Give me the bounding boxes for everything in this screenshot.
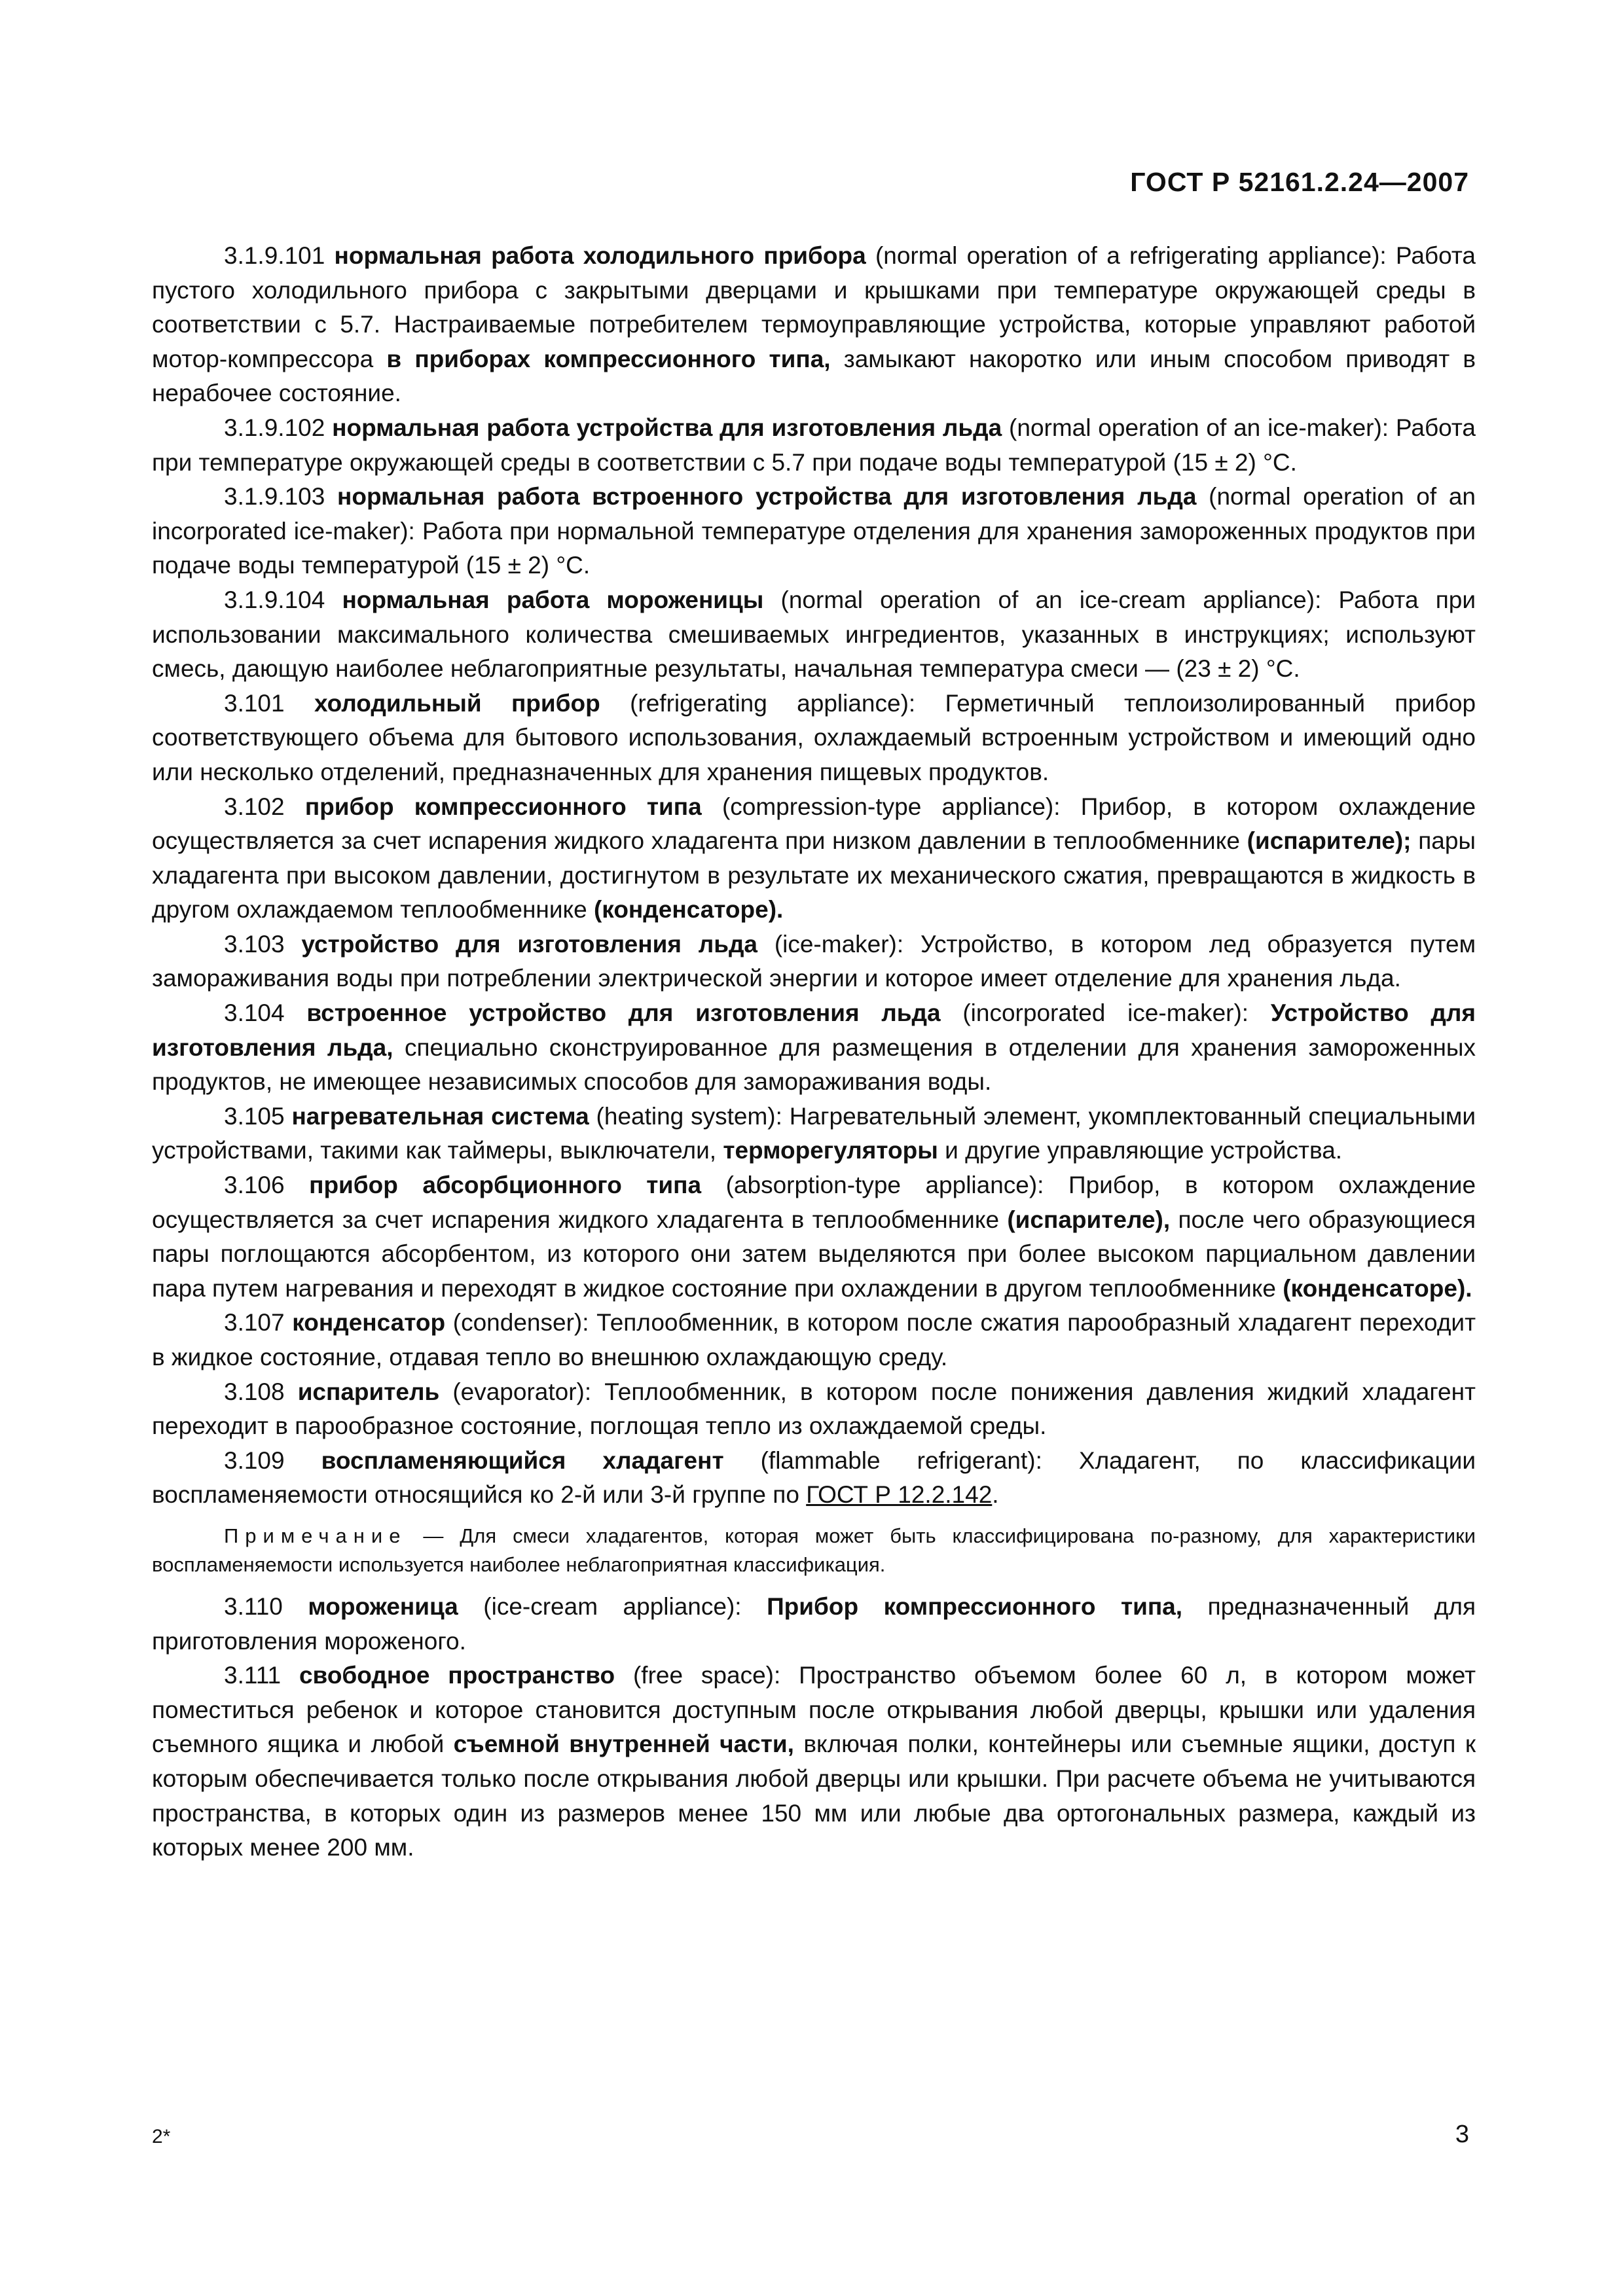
definition-3-106 — [152, 1168, 1476, 1306]
term: прибор абсорбционного типа — [309, 1172, 702, 1199]
clause-number: 3.108 — [224, 1378, 285, 1405]
clause-number: 3.107 — [224, 1309, 285, 1336]
sheet-mark: 2* — [152, 2126, 171, 2147]
term-english: (evaporator): — [452, 1378, 592, 1405]
definition-3-1-9-104 — [152, 583, 1476, 687]
clause-number: 3.101 — [224, 689, 285, 717]
term-english: (condenser): — [452, 1309, 589, 1336]
emphasis-text: Устройство для изготовления льда, — [152, 999, 1476, 1061]
definition-3-107 — [152, 1306, 1476, 1374]
term: нормальная работа мороженицы — [342, 586, 764, 613]
clause-number: 3.103 — [224, 930, 285, 958]
definition-text: замыкают накоротко или иным способом приводят в нерабочее состояние. — [152, 345, 1476, 407]
term: испаритель — [297, 1378, 440, 1405]
emphasis-text: Прибор компрессионного типа, — [767, 1592, 1183, 1620]
definition-text: Нагревательный элемент, укомплектованный специальными устройствами, такими как таймеры, выключатели, — [152, 1102, 1476, 1164]
clause-number: 3.1.9.101 — [224, 242, 325, 269]
definition-text: Пространство объемом более 60 л, в котором может поместиться ребенок и которое становится доступным после открывания любой дверцы, крышки или удаления съемного ящика и любой — [152, 1662, 1476, 1758]
term: конденсатор — [292, 1309, 446, 1336]
term-english: (ice-cream appliance): — [483, 1592, 742, 1620]
term-english: (flammable refrigerant): — [760, 1446, 1042, 1474]
definition-text: Прибор, в котором охлаждение осуществляется за счет испарения жидкого хладагента в теплообменнике — [152, 1172, 1476, 1233]
definition-text: Работа при использовании максимального количества смешиваемых ингредиентов, указанных в инструкциях; используют смесь, дающую наиболее неблагоприятные результаты, начальная температура смеси — (23 ± 2) °С. — [152, 586, 1476, 683]
term-english: (refrigerating appliance): — [630, 689, 916, 717]
term: встроенное устройство для изготовления льда — [306, 999, 941, 1027]
emphasis-text: в приборах компрессионного типа, — [386, 345, 831, 372]
term: нормальная работа устройства для изготовления льда — [332, 414, 1002, 441]
clause-number: 3.1.9.103 — [224, 483, 325, 511]
clause-number: 3.105 — [224, 1102, 285, 1130]
emphasis-text: (конденсаторе). — [1283, 1274, 1472, 1302]
definition-3-102 — [152, 790, 1476, 927]
definition-text: Работа пустого холодильного прибора с закрытыми дверцами и крышками при температуре окружающей среды в соответствии с 5.7. Настраиваемые потребителем термоуправляющие устройства, которые управляют работой мотор-компрессора — [152, 242, 1476, 372]
clause-number: 3.110 — [224, 1592, 283, 1620]
term-english: (normal operation of an incorporated ice-maker): — [152, 483, 1476, 545]
clause-number: 3.1.9.102 — [224, 414, 325, 441]
emphasis-text: (испарителе); — [1247, 827, 1412, 855]
term: нормальная работа холодильного прибора — [334, 242, 866, 269]
definition-text: Хладагент, по классификации воспламеняемости относящийся ко 2-й или 3-й группе по — [152, 1446, 1476, 1509]
emphasis-text: съемной внутренней части, — [453, 1731, 794, 1758]
term: нормальная работа встроенного устройства для изготовления льда — [337, 483, 1197, 511]
term-english: (absorption-type appliance): — [725, 1172, 1044, 1199]
page-number: 3 — [1455, 2121, 1469, 2148]
definition-3-111 — [152, 1659, 1476, 1865]
clause-number: 3.104 — [224, 999, 285, 1027]
note — [152, 1522, 1476, 1579]
term: нагревательная система — [291, 1102, 589, 1130]
clause-number: 3.102 — [224, 793, 285, 820]
clause-number: 3.106 — [224, 1172, 285, 1199]
note-label: Примечание — [224, 1524, 407, 1547]
definition-text: Герметичный теплоизолированный прибор соответствующего объема для бытового использования, охлаждаемый встроенным устройством и имеющий одно или несколько отделений, предназначенных для хранения пищевых продуктов. — [152, 689, 1476, 785]
definition-text: предназначенный для приготовления мороженого. — [152, 1592, 1476, 1655]
standard-reference-link[interactable]: ГОСТ Р 12.2.142 — [806, 1481, 993, 1509]
term: холодильный прибор — [314, 689, 600, 717]
definition-text: после чего образующиеся пары поглощаются абсорбентом, из которого они затем выделяются при более высоком парциальном давлении пара путем нагревания и переходят в жидкое состояние при охлаждении в другом теплообменнике — [152, 1206, 1476, 1302]
definition-text: включая полки, контейнеры или съемные ящики, доступ к которым обеспечивается только после открывания любой дверцы или крышки. При расчете объема не учитываются пространства, в которых один из размеров менее 150 мм или любые два ортогональных размера, каждый из которых менее 200 мм. — [152, 1731, 1476, 1861]
emphasis-text: терморегуляторы — [723, 1137, 938, 1164]
definition-3-109 — [152, 1444, 1476, 1513]
term: свободное пространство — [299, 1662, 615, 1689]
term: воспламеняющийся хладагент — [321, 1446, 724, 1474]
definition-3-101 — [152, 687, 1476, 790]
clause-number: 3.111 — [224, 1662, 282, 1689]
definition-3-110 — [152, 1590, 1476, 1659]
term-english: (incorporated ice-maker): — [962, 999, 1249, 1027]
definition-3-1-9-102 — [152, 411, 1476, 480]
term: прибор компрессионного типа — [304, 793, 702, 820]
definition-3-103 — [152, 927, 1476, 996]
emphasis-text: (конденсаторе). — [593, 896, 784, 924]
definition-3-104 — [152, 996, 1476, 1100]
term-english: (compression-type appliance): — [721, 793, 1061, 820]
term-english: (free space): — [632, 1662, 781, 1689]
term-english: (heating system): — [596, 1102, 782, 1130]
definition-text: Работа при температуре окружающей среды в соответствии с 5.7 при подаче воды температурой (15 ± 2) °С. — [152, 414, 1476, 476]
definition-text: Теплообменник, в котором после понижения давления жидкий хладагент переходит в парообразное состояние, поглощая тепло из охлаждаемой среды. — [152, 1378, 1476, 1440]
definition-text: Теплообменник, в котором после сжатия парообразный хладагент переходит в жидкое состояние, отдавая тепло во внешнюю охлаждающую среду. — [152, 1309, 1476, 1371]
term: мороженица — [308, 1592, 458, 1620]
note-text: — Для смеси хладагентов, которая может быть классифицирована по-разному, для характеристики воспламеняемости используется наиболее неблагоприятная классификация. — [152, 1524, 1476, 1576]
definition-3-1-9-103 — [152, 480, 1476, 583]
document-standard-number: ГОСТ Р 52161.2.24—2007 — [1130, 167, 1469, 197]
term-english: (ice-maker): — [774, 930, 904, 958]
clause-number: 3.1.9.104 — [224, 586, 325, 613]
definition-3-1-9-101 — [152, 239, 1476, 411]
emphasis-text: (испарителе), — [1007, 1206, 1171, 1233]
definition-text: . — [992, 1481, 999, 1509]
definition-text: и другие управляющие устройства. — [945, 1137, 1343, 1164]
term: устройство для изготовления льда — [301, 930, 758, 958]
definition-text: Работа при нормальной температуре отделения для хранения замороженных продуктов при подаче воды температурой (15 ± 2) °С. — [152, 517, 1476, 579]
document-body — [152, 239, 1476, 1865]
definition-text: Устройство, в котором лед образуется путем замораживания воды при потреблении электрической энергии и которое имеет отделение для хранения льда. — [152, 930, 1476, 992]
term-english: (normal operation of a refrigerating appliance): — [875, 242, 1387, 269]
definition-3-105 — [152, 1100, 1476, 1168]
definition-text: Прибор, в котором охлаждение осуществляется за счет испарения жидкого хладагента при низком давлении в теплообменнике — [152, 793, 1476, 855]
term-english: (normal operation of an ice-maker): — [1009, 414, 1389, 441]
definition-text: специально сконструированное для размещения в отделении для хранения замороженных продуктов, не имеющее независимых способов для замораживания воды. — [152, 1033, 1476, 1096]
term-english: (normal operation of an ice-cream appliance): — [780, 586, 1322, 613]
definition-text: пары хладагента при высоком давлении, достигнутом в результате их механического сжатия, превращаются в жидкость в другом охлаждаемом теплообменнике — [152, 827, 1476, 924]
definition-3-108 — [152, 1375, 1476, 1444]
clause-number: 3.109 — [224, 1446, 285, 1474]
